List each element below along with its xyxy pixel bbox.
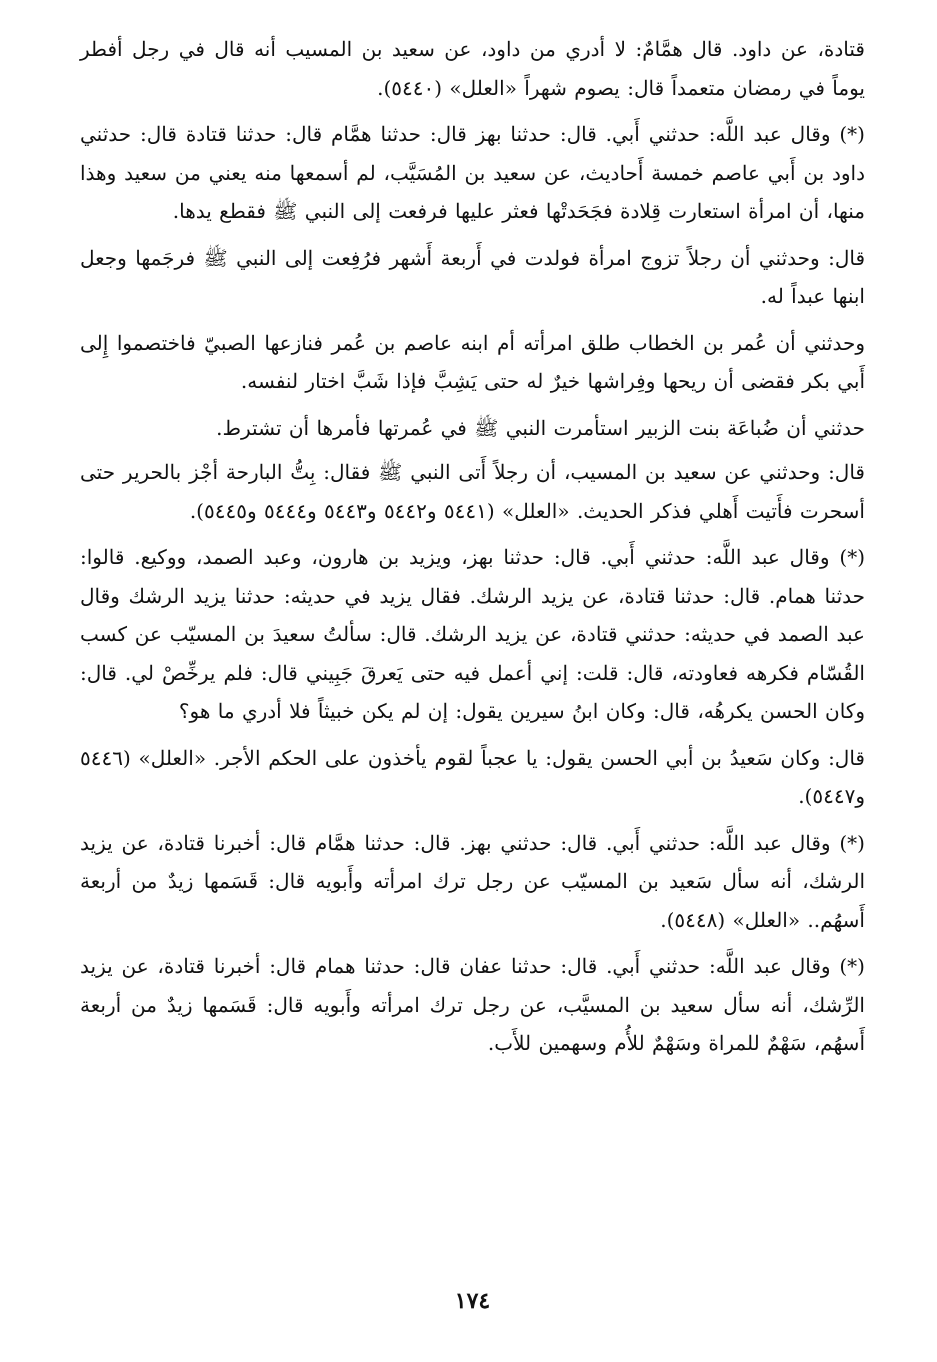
paragraph-7: (*) وقال عبد اللَّه: حدثني أَبي. قال: حدثنا بهز، ويزيد بن هارون، وعبد الصمد، ووكيع. قالوا: حدثنا همام. قال: حدثنا قتادة، عن يزيد الرشك. فقال يزيد في حديثه: حدثنا يزيد الرشك وقال عبد الصمد في حديثه: حدثني قتادة، عن يزيد الرشك. قال: سألتُ سعيدَ بن المسيّب عن كسب القُسّام فكرهه فعاودته، قال: قلت: إني أعمل فيه حتى يَعرقَ جَبِيني قال: فلم يرخِّصْ لي. قال: وكان الحسن يكرهُه، قال: وكان ابنُ سيرين يقول: إن لم يكن خبيثاً فلا أدري ما هو؟: [80, 545, 865, 723]
paragraph-3: قال: وحدثني أن رجلاً تزوج امرأة فولدت في أَربعة أَشهر فرُفِعت إلى النبي ﷺ فرجَمها وجعل ابنها عبداً له.: [80, 245, 865, 308]
paragraph-8: قال: وكان سَعيدُ بن أبي الحسن يقول: يا عجباً لقوم يأخذون على الحكم الأجر. «العلل» (٥٤٤٦ و٥٤٤٧).: [80, 745, 865, 808]
paragraph-10: (*) وقال عبد اللَّه: حدثني أَبي. قال: حدثنا عفان قال: حدثنا همام قال: أخبرنا قتادة، عن يزيد الرِّشك، أنه سأل سعيد بن المسيَّب، عن رجل ترك امرأته وأَبويه قال: قَسَمها زيدٌ من أربعة أَسهُم، سَهْمٌ للمراة وسَهْمٌ للأُم وسهمين للأَب.: [80, 954, 865, 1055]
paragraph-5: حدثني أن ضُباعَة بنت الزبير استأمرت النبي ﷺ في عُمرتها فأمرها أن تشترط.: [216, 415, 865, 440]
paragraph-2: (*) وقال عبد اللَّه: حدثني أَبي. قال: حدثنا بهز قال: حدثنا همَّام قال: حدثنا قتادة قال: حدثني داود بن أَبي عاصم خمسة أَحاديث، عن سعيد بن المُسَيَّب، لم أسمعها منه يعني من سعيد وهذا منها، أن امرأة استعارت قِلادة فجَحَدتْها فعثر عليها فرفعت إلى النبي ﷺ فقطع يدها.: [80, 122, 865, 223]
document-page: [80, 30, 865, 1330]
paragraph-4: وحدثني أن عُمر بن الخطاب طلق امرأته أم ابنه عاصم بن عُمر فنازعها الصبيّ فاختصموا إِلى أَبي بكر فقضى أن ريحها وفِراشها خيرٌ له حتى يَشِبَّ فإذا شَبَّ اختار لنفسه.: [80, 330, 865, 393]
page-number: ١٧٤: [454, 1288, 491, 1314]
paragraph-1: قتادة، عن داود. قال همَّامٌ: لا أدري من داود، عن سعيد بن المسيب أنه قال في رجل أفطر يوماً في رمضان متعمداً قال: يصوم شهراً «العلل» (٥٤٤٠).: [80, 37, 865, 100]
paragraph-9: (*) وقال عبد اللَّه: حدثني أَبي. قال: حدثني بهز. قال: حدثنا همَّام قال: أخبرنا قتادة، عن يزيد الرشك، أنه سأل سَعيد بن المسيّب عن رجل ترك امرأته وأَبويه قال: قَسَمها زيدٌ من أربعة أَسهُم.. «العلل» (٥٤٤٨).: [80, 830, 865, 932]
paragraph-6: قال: وحدثني عن سعيد بن المسيب، أن رجلاً أَتى النبي ﷺ فقال: بِتُّ البارحة أجْز بالحرير حتى أسحرت فأَتيت أَهلي فذكر الحديث. «العلل» (٥٤٤١ و٥٤٤٢ و٥٤٤٣ و٥٤٤٤ و٥٤٤٥).: [80, 460, 865, 523]
